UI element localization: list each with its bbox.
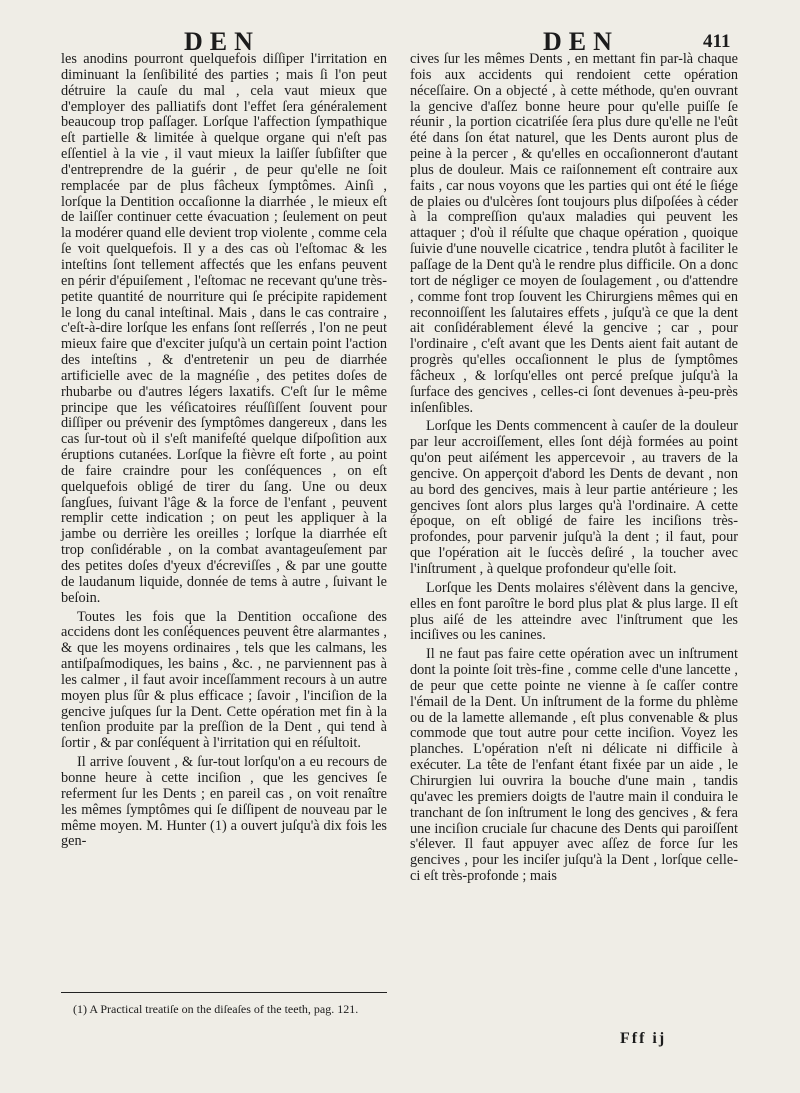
page-number: 411	[703, 31, 731, 52]
right-column	[410, 52, 738, 885]
paragraph: Lorſque les Dents commencent à cauſer de la douleur par leur accroiſſement, elles ſont déjà formées au point qu'on peut aiſément les appercevoir , au travers de la gencive. On apperçoit d'abord les Dents de devant , non au bord des gencives, mais à leur partie antérieure ; les gencives ſont alors plus larges qu'à l'ordinaire. A cette époque, on eſt obligé de faire les inciſions très-profondes, pour parvenir juſqu'à la dent ; il faut, pour que l'opération ait le ſuccès deſiré , la toucher avec l'inſtrument , à quelque profondeur qu'elle ſoit.	[410, 418, 738, 577]
left-column	[61, 52, 387, 850]
running-head-left: DEN	[184, 27, 260, 56]
footnote-rule	[61, 992, 387, 993]
paragraph: Toutes les fois que la Dentition occaſione des accidens dont les conſéquences peuvent être alarmantes , & que les moyens ordinaires , tels que les calmans, les antiſpaſmodiques, les bains , &c. , ne parviennent pas à les calmer , il faut avoir inceſſamment recours à un autre moyen plus ſûr & plus efficace ; ſavoir , l'inciſion de la gencive juſques ſur la Dent. Cette opération met fin à la tenſion produite par la preſſion de la Dent , qui tend à ſortir , & par conſéquent à l'irritation qui en réſultoit.	[61, 608, 387, 752]
footnote: (1) A Practical treatiſe on the diſeaſes of the teeth, pag. 121.	[73, 1002, 359, 1016]
paragraph: Il ne faut pas faire cette opération avec un inſtrument dont la pointe ſoit très-fine , comme celle d'une lancette , de peur que cette pointe ne vienne à ſe caſſer contre l'émail de la Dent. Un inſtrument de la forme du phlème ou de la lamette allemande , eſt plus convenable & plus commode que tout autre pour cette inciſion. Voyez les planches. L'opération n'eſt ni délicate ni difficile à exécuter. La tête de l'enfant étant fixée par un aide , le Chirurgien lui ouvrira la bouche d'une main , tandis qu'avec les premiers doigts de l'autre main il conduira le tranchant de ſon inſtrument le long des gencives , & fera une inciſion cruciale ſur chacune des Dents qui paroiſſent s'élever. Il faut appuyer avec aſſez de force ſur les gencives , pour les inciſer juſqu'à la Dent , lorſque celle-ci eſt très-profonde ; mais	[410, 646, 738, 885]
paragraph: les anodins pourront quelquefois diſſiper l'irritation en diminuant la ſenſibilité des parties ; mais ſi l'on peut détruire la cauſe du mal , cela vaut mieux que d'employer des palliatifs dont l'effet ſera généralement beaucoup trop paſſager. Lorſque l'affection ſympathique eſt partielle & limitée à quelque organe qui n'eſt pas eſſentiel à la vie , il vaut mieux la laiſſer ſubſiſter que d'entreprendre de la guérir , de peur qu'elle ne ſoit remplacée par de plus fâcheux ſymptômes. Ainſi , lorſque la Dentition occaſionne la diarrhée , le mieux eſt de laiſſer continuer cette évacuation ; ſeulement on peut la modérer quand elle devient trop violente , comme cela ſe voit quelquefois. Il y a des cas où l'eſtomac & les inteſtins ſont tellement affectés que les enfans peuvent en périr d'épuiſement , l'eſtomac ne recevant qu'une très-petite quantité de nourriture qui ſe précipite rapidement le long du canal inteſtinal. Mais , dans le cas contraire , c'eſt-à-dire lorſque les enfans ſont reſſerrés , l'on ne peut mieux faire que d'exciter juſqu'à un certain point l'action des inteſtins , & d'entretenir un peu de diarrhée artificielle avec de la magnéſie , des petites doſes de rhubarbe ou d'autres légers laxatifs. C'eſt ſur le même principe que les véſicatoires réuſſiſſent ſouvent pour diſſiper ou prévenir des ſymptômes dangereux , dans les cas ſur-tout où il s'eſt manifeſté quelque diſpoſition aux éruptions cutanées. Lorſque la fièvre eſt forte , au point de faire craindre pour les conſéquences , on eſt quelquefois obligé de tirer du ſang. Une ou deux ſangſues, ſuivant l'âge & la force de l'enfant , peuvent remplir cette indication ; on peut les appliquer à la jambe ou derrière les oreilles ; lorſque la diarrhée eſt trop conſidérable , on la combat avantageuſement par des petites doſes d'yeux d'écreviſſes , & par une goutte de laudanum liquide, donnée de tems à autre , ſuivant le beſoin.	[61, 51, 387, 606]
paragraph: Lorſque les Dents molaires s'élèvent dans la gencive, elles en font paroître le bord plus plat & plus large. Il eſt plus aiſé de les atteindre avec l'inſtrument que les inciſives ou les canines.	[410, 579, 738, 644]
paragraph: Il arrive ſouvent , & ſur-tout lorſqu'on a eu recours de bonne heure à cette inciſion , que les gencives ſe referment ſur les Dents ; en pareil cas , on voit renaître les mêmes ſymptômes qui ſe diſſipent de nouveau par le même moyen. M. Hunter (1) a ouvert juſqu'à dix fois les gen-	[61, 754, 387, 850]
paragraph: cives ſur les mêmes Dents , en mettant fin par-là chaque fois aux accidents qui rendoient cette opération néceſſaire. On a objecté , à cette méthode, qu'en ouvrant la gencive d'aſſez bonne heure pour qu'elle puiſſe ſe réunir , la portion cicatriſée ſera plus dure qu'elle ne l'eût été dans ſon état naturel, que les Dents auront plus de peine à la percer , & qu'elles en occaſionneront d'autant plus de douleur. Mais ce raiſonnement eſt contraire aux faits , car nous voyons que les parties qui ont été le ſiége de plaies ou d'ulcères ſont toujours plus diſpoſées à céder à la compreſſion qu'aux maladies qui peuvent les attaquer ; d'où il réſulte que chaque opération , quoique ſuivie d'une nouvelle cicatrice , tendra plutôt à faciliter le paſſage de la Dent qu'à le rendre plus difficile. On a donc tort de négliger ce moyen de ſoulagement , ou d'attendre , comme font trop ſouvent les Chirurgiens mêmes qui en reconnoiſſent les ſalutaires effets , juſqu'à ce que la dent ait conſidérablement élevé la gencive ; car , pour l'ordinaire , c'eſt avant que les Dents aient fait autant de progrès qu'elles occaſionnent le plus de ſymptômes fâcheux , & lorſqu'elles ont percé preſque juſqu'à la ſurface des gencives , celles-ci ſont devenues à-peu-près inſenſibles.	[410, 51, 738, 416]
running-head-right: DEN	[543, 27, 619, 56]
signature-mark: Fff ij	[620, 1030, 667, 1047]
